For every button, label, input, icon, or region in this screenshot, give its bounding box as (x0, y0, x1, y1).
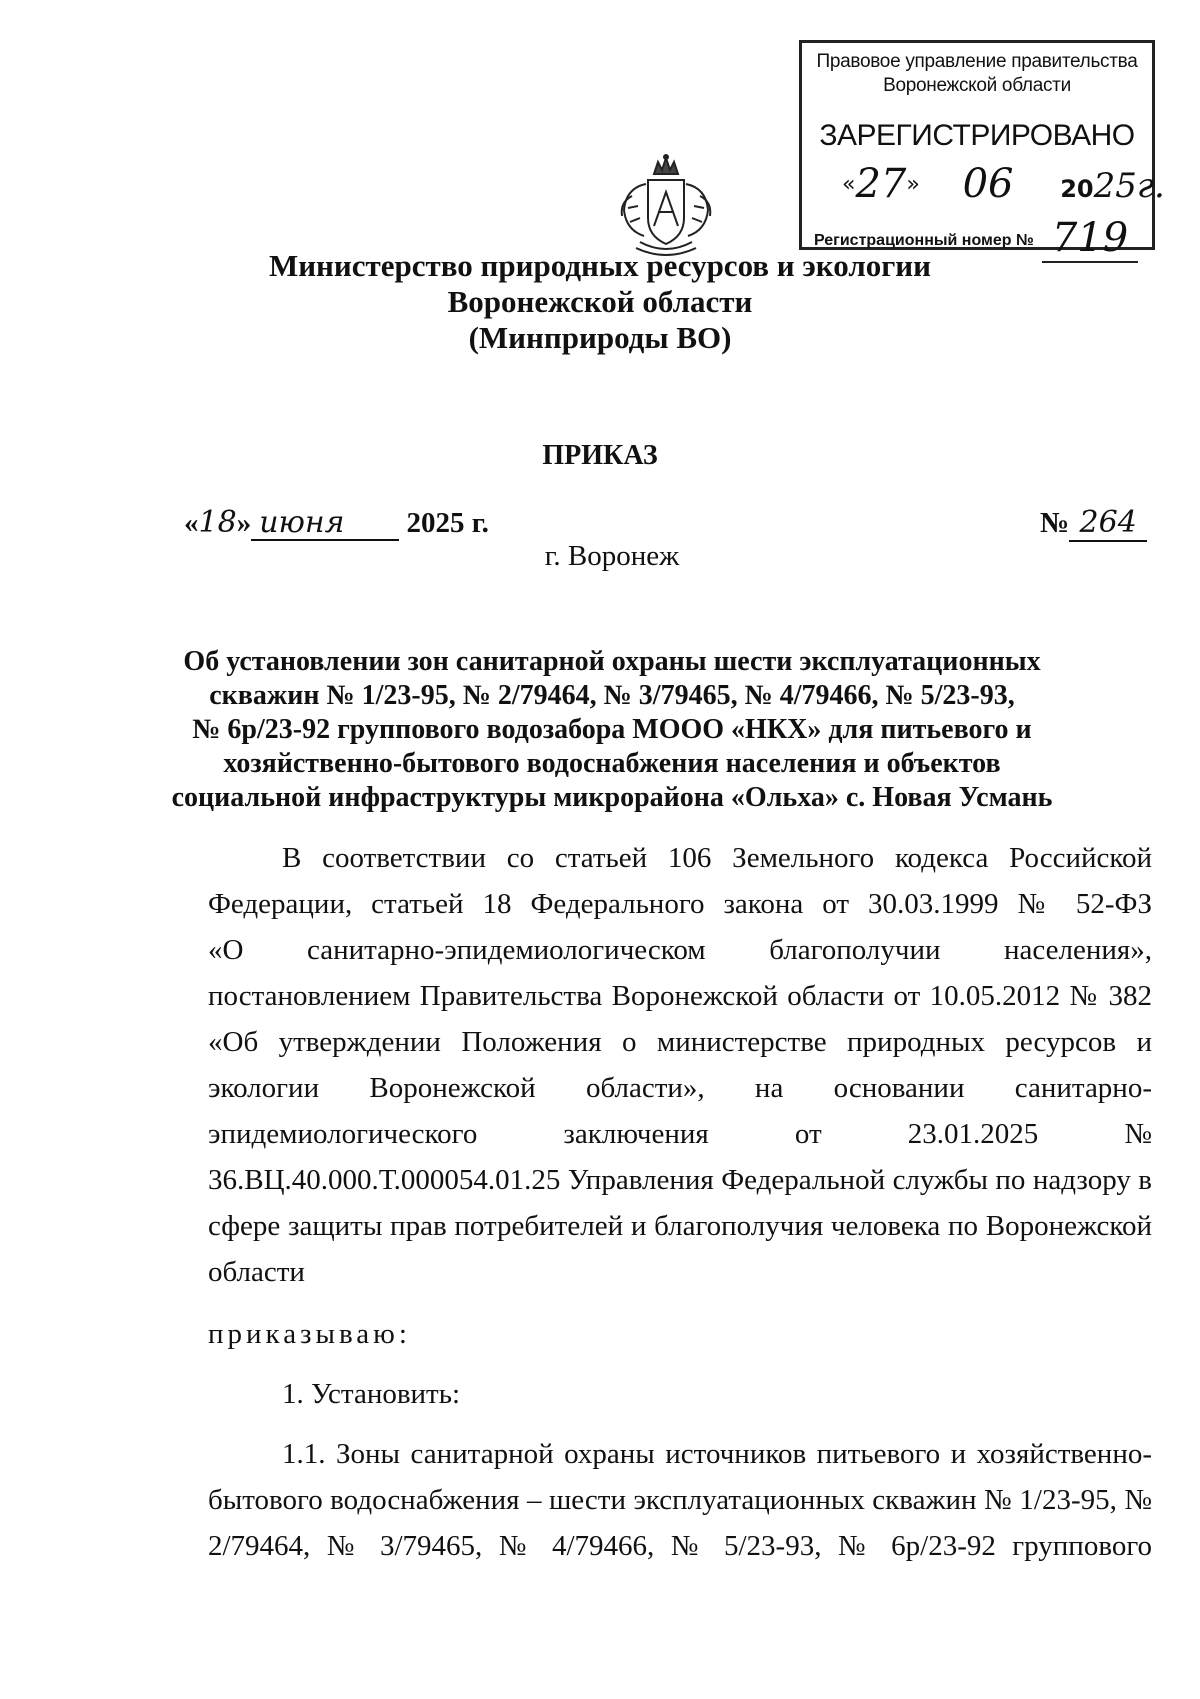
title-line: скважин № 1/23-95, № 2/79464, № 3/79465, № 4/79466, № 5/23-93, (209, 680, 1015, 711)
ministry-name-line1: Министерство природных ресурсов и экологии (268, 248, 932, 283)
preamble-line: Федерации, статьей 18 Федерального закона от 30.03.1999 № 52-ФЗ (208, 888, 1152, 920)
stamp-reg-label: Регистрационный номер № (814, 232, 1034, 249)
order-day: 18 (198, 505, 237, 540)
stamp-date-day: 27 (855, 161, 907, 207)
preamble-line: «О санитарно-эпидемиологическом благополучии населения», (208, 934, 1152, 966)
preamble-line: экологии Воронежской области», на основании санитарно- (208, 1072, 1152, 1104)
order-year: 2025 г. (406, 507, 489, 539)
registration-stamp (799, 40, 1165, 261)
preamble-line: постановлением Правительства Воронежской области от 10.05.2012 № 382 (208, 980, 1152, 1012)
item-1-1-line: 2/79464, № 3/79465, № 4/79466, № 5/23-93, № 6р/23-92 группового (208, 1530, 1152, 1562)
order-number (1040, 505, 1147, 542)
item-1-1-line: бытового водоснабжения – шести эксплуатационных скважин № 1/23-95, № (208, 1484, 1152, 1516)
ministry-short-name: (Минприроды ВО) (468, 320, 732, 355)
title-line: социальной инфраструктуры микрорайона «Ольха» с. Новая Усмань (171, 782, 1053, 813)
date-quote-close: » (236, 507, 252, 539)
preamble-line: эпидемиологического заключения от 23.01.2025 № (208, 1118, 1152, 1150)
order-date (184, 505, 489, 541)
date-quote-open: « (184, 507, 199, 539)
stamp-org-line1: Правовое управление правительства (816, 51, 1138, 72)
document-type: ПРИКАЗ (542, 440, 658, 471)
stamp-date-year-suffix: г. (1136, 166, 1165, 206)
title-line: Об установлении зон санитарной охраны шести эксплуатационных (183, 646, 1041, 677)
stamp-date: «27» 06 2025г. (842, 161, 1165, 207)
order-word: приказываю: (208, 1318, 411, 1350)
ministry-name-line2: Воронежской области (447, 284, 753, 319)
stamp-date-month: 06 (962, 161, 1014, 207)
item-1: 1. Установить: (282, 1378, 461, 1410)
order-number-value: 264 (1069, 505, 1147, 542)
stamp-date-year-printed: 20 (1060, 175, 1094, 203)
order-city: г. Воронеж (544, 540, 680, 572)
stamp-date-year-hw: 25 (1093, 166, 1137, 206)
title-line: хозяйственно-бытового водоснабжения населения и объектов (223, 748, 1001, 779)
order-number-label: № (1040, 507, 1070, 539)
coat-of-arms-emblem (610, 152, 722, 260)
preamble-line: области (208, 1256, 305, 1288)
title-line: № 6р/23-92 группового водозабора МООО «НКХ» для питьевого и (192, 714, 1032, 745)
order-month: июня (251, 507, 399, 541)
stamp-org-line2: Воронежской области (883, 75, 1071, 96)
preamble-line: сфере защиты прав потребителей и благополучия человека по Воронежской (208, 1210, 1152, 1242)
stamp-status: ЗАРЕГИСТРИРОВАНО (819, 119, 1135, 152)
preamble-line: 36.ВЦ.40.000.Т.000054.01.25 Управления Федеральной службы по надзору в (208, 1164, 1152, 1196)
stamp-reg-value: 719 (1042, 215, 1138, 263)
preamble-line: В соответствии со статьей 106 Земельного кодекса Российской (282, 842, 1152, 874)
item-1-1-line: 1.1. Зоны санитарной охраны источников питьевого и хозяйственно- (282, 1438, 1152, 1470)
preamble-line: «Об утверждении Положения о министерстве природных ресурсов и (208, 1026, 1152, 1058)
